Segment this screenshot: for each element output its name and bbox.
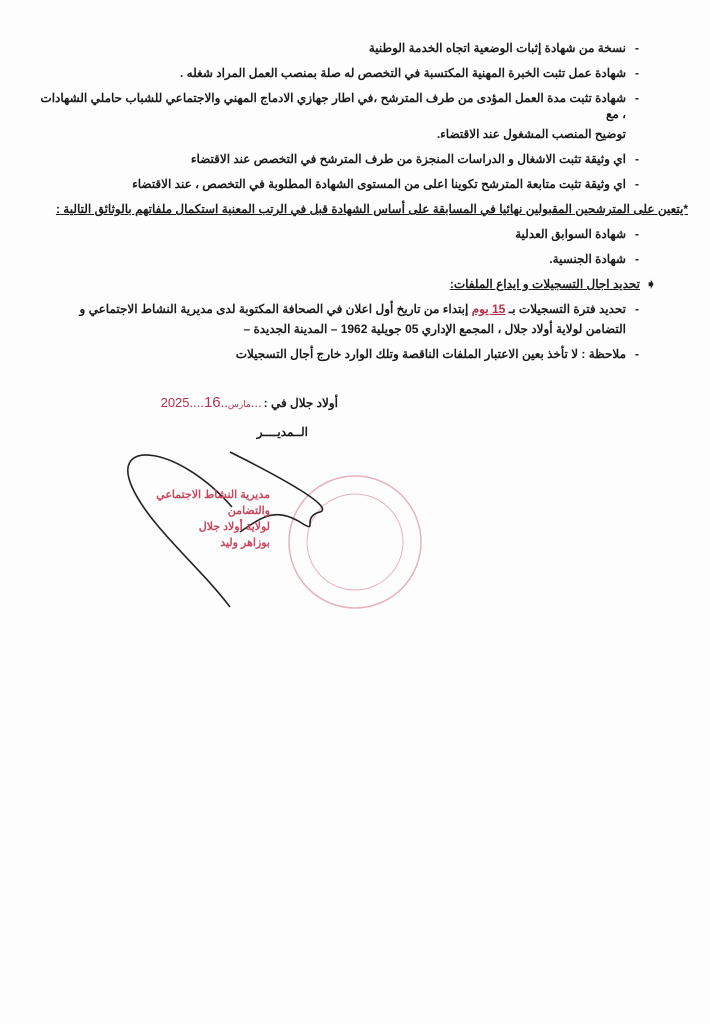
signature-date: 2025.... مارس..16 ... [160, 394, 262, 411]
list-item [40, 151, 648, 167]
list-item [40, 176, 648, 192]
bullet: - [635, 41, 639, 55]
list-item-text: شهادة الجنسية. [549, 252, 626, 266]
list-item [40, 226, 648, 242]
list-item-text: اي وثيقة تثبت متابعة المترشح تكوينا اعلى من المستوى الشهادة المطلوبة في التخصص ، عند الاقتضاء [132, 177, 626, 191]
deadline-heading: تحديد اجال التسجيلات و ايداع الملفات: [449, 277, 640, 291]
deadline-post: إبتداء من تاريخ أول اعلان في الصحافة المكتوبة لدى مديرية النشاط الاجتماعي و [79, 302, 469, 316]
list-item-text: نسخة من شهادة إثبات الوضعية اتجاه الخدمة الوطنية [368, 41, 626, 55]
final-docs-heading: *يتعين على المترشحين المقبولين نهائيا في المسابقة على أساس الشهادة قبل في الرتب المعنية استكمال ملفاتهم بالوثائق التالية : [55, 202, 688, 216]
signature-place: أولاد جلال في : [263, 396, 338, 410]
deadline-pre: تحديد فترة التسجيلات بـ [508, 302, 626, 316]
signature-title: الــمديــــر [256, 425, 308, 439]
signature-block [40, 394, 338, 441]
deadline-days: 15 يوم [471, 302, 506, 316]
deadline-note-row [40, 346, 648, 362]
bullet: - [635, 252, 639, 266]
list-item-text: شهادة تثبت مدة العمل المؤدى من طرف المترشح ،في اطار جهازي الادماج المهني والاجتماعي للشباب حاملي الشهادات ، مع [40, 91, 626, 121]
date-year: 2025 [160, 395, 190, 410]
stamp-area [40, 447, 648, 647]
list-item-text: توضيح المنصب المشغول عند الاقتضاء. [436, 127, 626, 141]
deadline-line [40, 301, 626, 317]
deadline-address: التضامن لولاية أولاد جلال ، المجمع الإداري 05 جويلية 1962 – المدينة الجديدة – [243, 322, 626, 336]
stamp-line: والتضامن [227, 505, 270, 517]
list-item [40, 65, 648, 81]
deadline-note: ملاحظة : لا تأخذ بعين الاعتبار الملفات الناقصة وتلك الوارد خارج أجال التسجيلات [235, 347, 626, 361]
signature-line [40, 394, 338, 413]
bullet: - [635, 347, 639, 361]
document-page [40, 40, 688, 647]
list-item-text: شهادة عمل تثبت الخبرة المهنية المكتسبة في التخصص له صلة بمنصب العمل المراد شغله . [179, 66, 626, 80]
deadline-heading-row [40, 276, 662, 292]
date-month: مارس [227, 399, 251, 409]
deadline-text [40, 301, 648, 317]
bullet: - [635, 66, 639, 80]
bullet: - [635, 152, 639, 166]
list-item [40, 251, 648, 267]
list-item-text: شهادة السوابق العدلية [515, 227, 626, 241]
arrow-bullet-icon: ➧ [645, 277, 657, 291]
list-item-continued [40, 126, 648, 142]
bullet: - [635, 227, 639, 241]
stamp-line: لولاية أولاد جلال [198, 521, 270, 533]
stamp-line: بوزاهر وليد [220, 537, 270, 549]
bullet: - [635, 302, 639, 316]
deadline-address-row [40, 321, 648, 337]
date-day: 16 [203, 394, 221, 411]
bullet: - [635, 91, 639, 105]
stamp-line: مديرية النشاط الاجتماعي [156, 489, 270, 501]
list-item-text: اي وثيقة تثبت الاشغال و الدراسات المنجزة من طرف المترشح في التخصص عند الاقتضاء [190, 152, 626, 166]
list-item [40, 90, 648, 122]
stamp-text [120, 487, 270, 551]
list-item [40, 40, 648, 56]
bullet: - [635, 177, 639, 191]
